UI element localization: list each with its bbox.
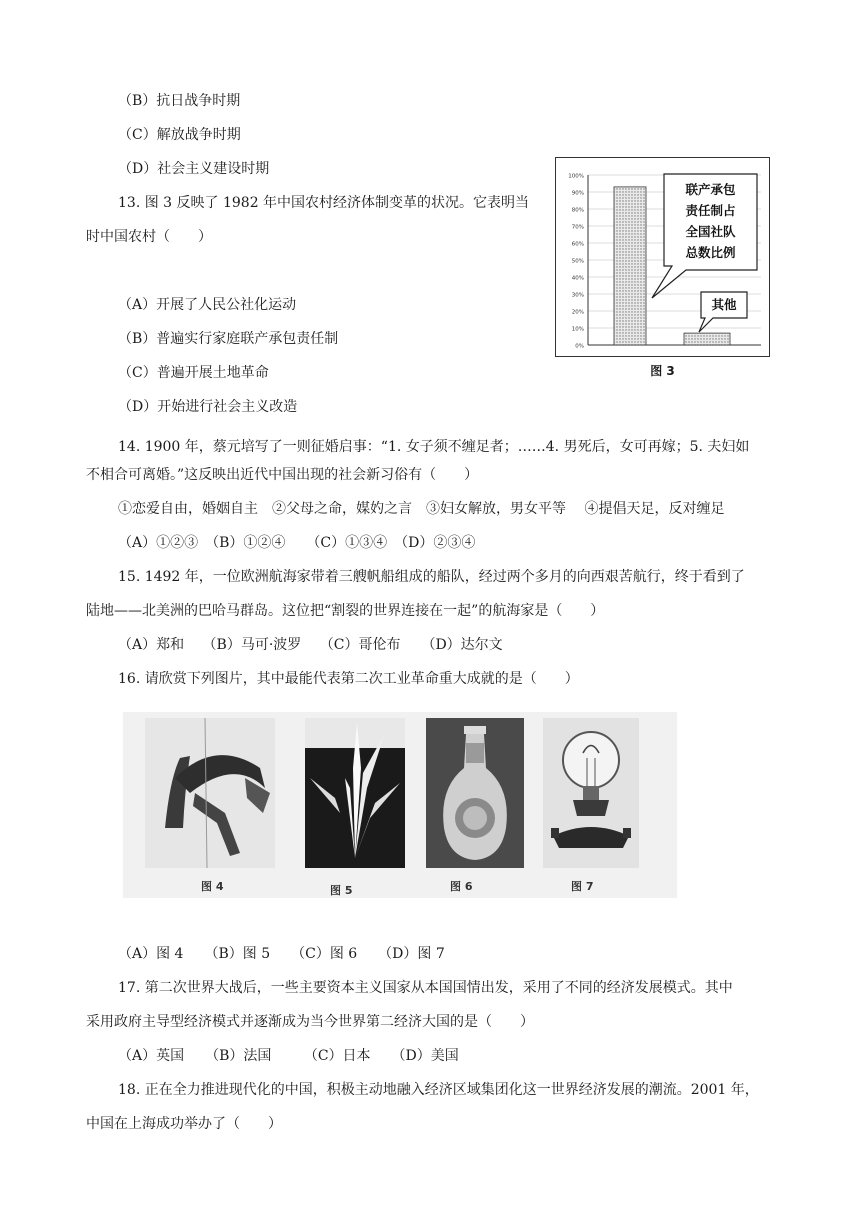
- other-label: 其他: [711, 297, 737, 312]
- question-17-stem-cont: 采用政府主导型经济模式并逐渐成为当今世界第二经济大国的是（ ）: [86, 1014, 534, 1030]
- y-tick-label: 50%: [571, 258, 584, 265]
- y-tick-label: 10%: [571, 326, 584, 333]
- question-13-option-a: （A）开展了人民公社化运动: [118, 297, 297, 313]
- question-14-stem-cont: 不相合可离婚。”这反映出近代中国出现的社会新习俗有（ ）: [86, 467, 479, 483]
- question-14-items: ①恋爱自由，婚姻自主 ②父母之命，媒妁之言 ③妇女解放，男女平等 ④提倡天足，反对缠足: [118, 501, 725, 517]
- y-tick-label: 40%: [571, 275, 584, 282]
- y-tick-label: 30%: [571, 292, 584, 299]
- figure-7-caption: 图 7: [571, 880, 594, 893]
- callout-label: 总数比例: [685, 245, 736, 260]
- callout-label: 责任制占: [685, 203, 736, 218]
- figure-6-vase-image: [426, 718, 524, 872]
- question-14-stem: 14. 1900 年，蔡元培写了一则征婚启事：“1. 女子须不缠足者；……4. 男死后，女可再嫁；5. 夫妇如: [118, 439, 750, 455]
- figure-3-chart: [555, 157, 770, 382]
- question-18-stem: 18. 正在全力推进现代化的中国，积极主动地融入经济区域集团化这一世界经济发展的潮流。2001 年，: [118, 1082, 759, 1098]
- chart-frame: [555, 157, 770, 357]
- figure-6-caption: 图 6: [450, 880, 473, 893]
- question-15-stem-cont: 陆地——北美洲的巴哈马群岛。这位把“割裂的世界连接在一起”的航海家是（ ）: [86, 603, 605, 619]
- y-tick-label: 0%: [575, 343, 584, 350]
- question-13-stem-cont: 时中国农村（ ）: [86, 229, 212, 245]
- figure-5-caption: 图 5: [330, 884, 353, 897]
- question-18-stem-cont: 中国在上海成功举办了（ ）: [86, 1116, 282, 1132]
- y-tick-label: 60%: [571, 241, 584, 248]
- callout-label: 全国社队: [685, 224, 736, 239]
- line-d-socialist: （D）社会主义建设时期: [118, 161, 270, 177]
- question-16-options: （A）图 4 （B）图 5 （C）图 6 （D）图 7: [118, 946, 445, 962]
- question-13-option-c: （C）普遍开展土地革命: [118, 365, 269, 381]
- line-c-liberation: （C）解放战争时期: [118, 127, 241, 143]
- bar: [684, 333, 730, 345]
- question-13-option-b: （B）普遍实行家庭联产承包责任制: [118, 331, 339, 347]
- bar: [614, 187, 646, 345]
- question-16-pictures: [123, 712, 677, 898]
- figure-5-plant-image: [305, 718, 405, 872]
- question-14-options: （A）①②③ （B）①②④ （C）①③④ （D）②③④: [118, 535, 476, 551]
- chart-svg: [556, 158, 769, 356]
- y-tick-label: 20%: [571, 309, 584, 316]
- y-tick-label: 90%: [571, 190, 584, 197]
- callout-label: 联产承包: [685, 182, 736, 197]
- question-15-stem: 15. 1492 年，一位欧洲航海家带着三艘帆船组成的船队，经过两个多月的向西艰苦航行，终于看到了: [118, 569, 745, 585]
- question-17-stem: 17. 第二次世界大战后，一些主要资本主义国家从本国国情出发，采用了不同的经济发展模式。其中: [118, 980, 733, 996]
- question-13-option-d: （D）开始进行社会主义改造: [118, 399, 298, 415]
- y-tick-label: 70%: [571, 224, 584, 231]
- y-tick-label: 80%: [571, 207, 584, 214]
- figure-4-plough-image: [145, 718, 275, 872]
- line-b-anti-japanese: （B）抗日战争时期: [118, 93, 241, 109]
- question-13-stem: 13. 图 3 反映了 1982 年中国农村经济体制变革的状况。它表明当: [118, 195, 530, 211]
- figure-3-caption: 图 3: [650, 364, 675, 378]
- question-15-options: （A）郑和 （B）马可·波罗 （C）哥伦布 （D）达尔文: [118, 637, 503, 653]
- question-17-options: （A）英国 （B）法国 （C）日本 （D）美国: [118, 1048, 459, 1064]
- figure-7-lightbulb-image: [543, 718, 639, 872]
- y-tick-label: 100%: [568, 173, 584, 180]
- figure-4-caption: 图 4: [201, 880, 224, 893]
- question-16-stem: 16. 请欣赏下列图片，其中最能代表第二次工业革命重大成就的是（ ）: [118, 671, 579, 687]
